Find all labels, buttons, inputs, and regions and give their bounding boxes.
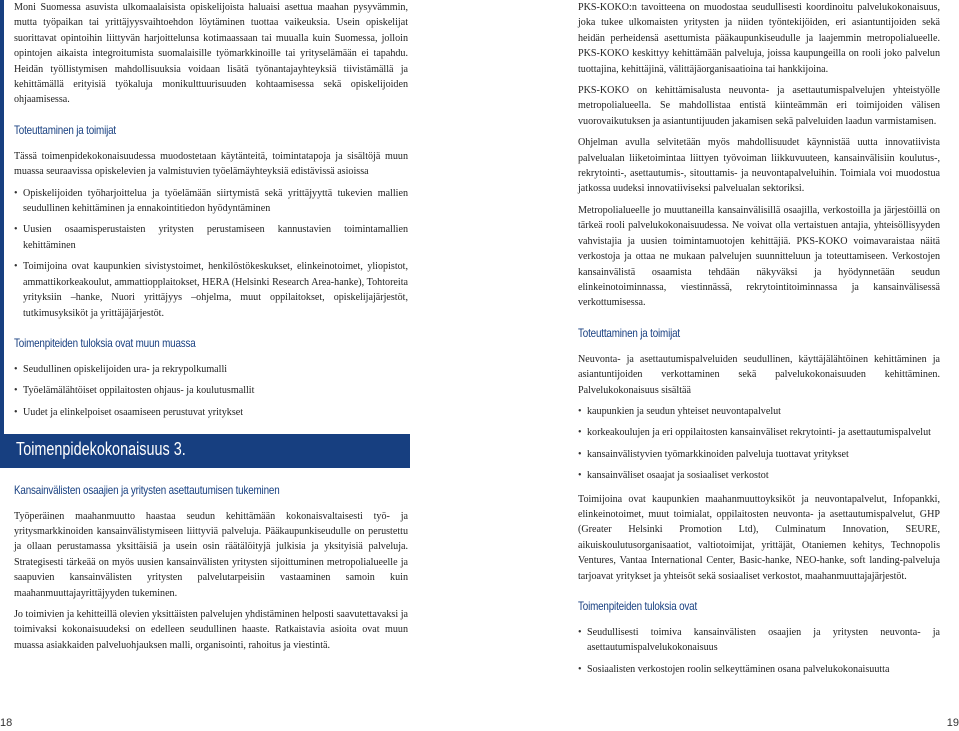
bullet-list: [578, 404, 940, 484]
bullet-list: [14, 362, 408, 420]
list-item: • Uusien osaamisperustaisten yritysten perustamiseen kannustavien toimintamallien kehittäminen: [14, 222, 408, 253]
intro-paragraph: Moni Suomessa asuvista ulkomaalaisista opiskelijoista haluaisi asettua maahan pysyvämmin, mutta työpaikan tai yrittäjyysvaihtoehdon löytäminen tuottaa vaikeuksia. Usein opiskelijat suorittavat opintoihin liittyvän harjoittelunsa kotimaassaan tai muualla kuin Suomessa, jolloin opintojen aikaista integroitumista suomalaisille työmarkkinoille tai yrityselämään ei tapahdu. Heidän työllistymisen mahdollisuuksia voidaan lisätä työnantajayhteyksiä tiivistämällä ja kehittämällä erityisiä työkaluja monikulttuurisuuden kohtaamisessa sekä opiskelijoiden ohjaamisessa.: [14, 2, 408, 106]
right-page: [480, 0, 959, 731]
list-item: • Seudullinen opiskelijoiden ura- ja rekrypolkumalli: [14, 362, 408, 377]
list-item: • Seudullisesti toimiva kansainvälisten osaajien ja yritysten neuvonta- ja asettautumispalvelukokonaisuus: [578, 625, 940, 656]
paragraph: Ohjelman avulla selvitetään myös mahdollisuudet käynnistää uutta innovatiivista palvelualan liiketoimintaa liittyen työvoiman liikkuvuuteen, kansainvälisiin koulutus-, rekrytointi-, asettautumis-, sitouttamis- ja neuvontapalveluihin. Toimiala voi muodostua jatkossa uudeksi innovatiiviseksi palvelualan sektoriksi.: [578, 137, 940, 195]
list-item: • korkeakoulujen ja eri oppilaitosten kansainväliset rekrytointi- ja asettautumispalvelut: [578, 425, 940, 440]
list-item: • Opiskelijoiden työharjoittelua ja työelämään siirtymistä sekä yrittäjyyttä tukevien mallien seudullinen kehittäminen ja ennakointitiedon hyödyntäminen: [14, 186, 408, 217]
list-item: • kansainväliset osaajat ja sosiaaliset verkostot: [578, 468, 940, 483]
paragraph: PKS-KOKO:n tavoitteena on muodostaa seudullisesti koordinoitu palvelukokonaisuus, joka tukee ulkomaisten yritysten ja niiden työntekijöiden, eri asiantuntijoiden sekä heidän perheidensä asettumista pääkaupunkiseudulle ja laajemmin metropolialueelle. PKS-KOKO keskittyy kehittämään palveluja, joissa kaupungeilla on rooli joko palvelun tuottajina, kehittäjinä, välittäjäorganisaatioina tai hankkijoina.: [578, 2, 940, 75]
list-item: • Toimijoina ovat kaupunkien sivistystoimet, henkilöstökeskukset, elinkeinotoimet, yliopistot, ammattikorkeakoulut, ammattiopplaitokset, HERA (Helsinki Research Area-hanke), Tohtoreita yrityksiin –hanke, Nuori yrittäjyys –ohjelma, muut oppilaitokset, opiskelijajärjestöt, tutkimusyksiköt ja yrittäjäjärjestöt.: [14, 259, 408, 321]
section-heading: Kansainvälisten osaajien ja yritysten asettautumisen tukeminen: [14, 482, 280, 497]
left-margin-rule: [0, 0, 4, 452]
band-title: Toimenpidekokonaisuus 3.: [16, 439, 186, 460]
bullet-list: [578, 625, 940, 677]
section-band: [0, 434, 410, 467]
paragraph: Toimijoina ovat kaupunkien maahanmuuttoyksiköt ja neuvontapalvelut, Infopankki, elinkeinotoimet, muut toimialat, oppilaitosten neuvonta- ja asettautumispalvelut, GHP (Greater Helsinki Promotion Ltd), Culminatum Innovation, SEURE, aikuiskoulutusorganisaatiot, valtiotoimijat, yrittäjät, Otaniemen kehitys, Technopolis Ventures, Vantaa International Center, Basic-hanke, NEO-hanke, soft landing-palveluja tarjoavat yritykset ja yhteisöt sekä sosiaaliset verkostot, maahanmuuttajajärjestöt.: [578, 493, 940, 582]
section-heading: Toimenpiteiden tuloksia ovat: [578, 599, 698, 613]
section-heading: Toimenpiteiden tuloksia ovat muun muassa: [14, 335, 196, 350]
paragraph: Jo toimivien ja kehitteillä olevien yksittäisten palvelujen yhdistäminen helposti saavutettavaksi ja toimivaksi kokonaisuudeksi on edelleen seudullinen haaste. Ratkaistavia asioita ovat muun muassa asiakkaiden palveluohjauksen malli, organisointi, rahoitus ja viestintä.: [14, 608, 408, 651]
left-column: [14, 0, 408, 659]
bullet-list: [14, 186, 408, 321]
paragraph: Neuvonta- ja asettautumispalveluiden seudullinen, käyttäjälähtöinen kehittäminen ja asiantuntijoiden verkottaminen sekä palvelukokonaisuuden kehittäminen. Palvelukokonaisuus sisältää: [578, 353, 940, 396]
page-number: 18: [0, 717, 13, 729]
paragraph: Metropolialueelle jo muuttaneilla kansainvälisillä osaajilla, verkostoilla ja järjestöillä on tärkeä rooli palvelukokonaisuudessa. Ne voivat olla vertaistuen antajia, yhteisöllisyyden vahvistajia ja uusien toimintamuotojen kehittäjiä. PKS-KOKO voimavaraistaa näitä verkostoja ja ottaa ne mukaan palvelujen suunnitteluun ja toteuttamiseen. Verkostojen kansainvälistä osaamista tehdään näkyväksi ja hyödynnetään seudun elinkeinotoiminnassa, viestinnässä, rekrytointitoiminnassa ja kansainvälisessä verkottumisessa.: [578, 204, 940, 309]
right-column: [578, 0, 940, 685]
paragraph: Tässä toimenpidekokonaisuudessa muodostetaan käytänteitä, toimintatapoja ja sisältöjä muun muassa seuraavissa opiskelevien ja valmistuvien työelämäyhteyksiä edistävissä asioissa: [14, 150, 408, 178]
section-heading: Toteuttaminen ja toimijat: [14, 122, 117, 137]
paragraph: PKS-KOKO on kehittämisalusta neuvonta- ja asettautumispalvelujen yhteistyölle metropolialueella. Se mahdollistaa entistä kiinteämmän eri toimijoiden välisen vuorovaikutuksen ja asiantuntijuuden jakamisen sekä palveluiden laadun varmistamisen.: [578, 85, 940, 127]
page-number: 19: [946, 717, 959, 729]
list-item: • kansainvälistyvien työmarkkinoiden palveluja tuottavat yritykset: [578, 447, 940, 462]
list-item: • kaupunkien ja seudun yhteiset neuvontapalvelut: [578, 404, 940, 419]
paragraph: Työperäinen maahanmuutto haastaa seudun kehittämään kokonaisvaltaisesti työ- ja yritysmarkkinoiden kansainvälistymiseen liittyviä palveluja. Pääkaupunkiseudulle on perustettu ja ollaan perustamassa yksittäisiä ja usein osin räätälöityjä julkisia ja yksityisiä palveluja. Strategisesti tärkeää on myös uusien kansainvälisten yritysten sijoittuminen metropolialueelle ja saapuvien kansainvälisten yritysten palvelutarpeisiin vastaaminen samoin kuin maahanmuuttajayrittäjyyden tukeminen.: [14, 510, 408, 599]
section-heading: Toteuttaminen ja toimijat: [578, 325, 681, 340]
list-item: • Työelämälähtöiset oppilaitosten ohjaus- ja koulutusmallit: [14, 383, 408, 398]
list-item: • Uudet ja elinkelpoiset osaamiseen perustuvat yritykset: [14, 405, 408, 420]
list-item: • Sosiaalisten verkostojen roolin selkeyttäminen osana palvelukokonaisuutta: [578, 662, 940, 677]
left-page: [0, 0, 479, 731]
